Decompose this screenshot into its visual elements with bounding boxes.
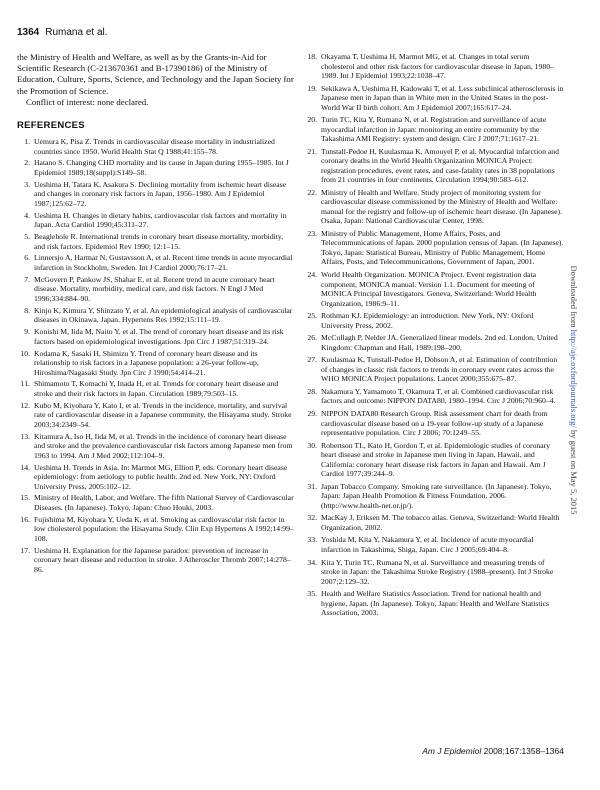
reference-text: Kuulasmaa K, Tunstall-Pedoe H, Dobson A, et al. Estimation of contribution of changes in classic risk factors to trends in coronary event rates across the WHO MONICA Project populations. Lancet 2000;355:675–87. bbox=[321, 355, 558, 384]
left-column bbox=[17, 52, 295, 577]
reference-text: Robertson TL, Kato H, Gordon T, et al. Epidemiologic studies of coronary heart disease and stroke in Japanese men living in Japan, Hawaii, and California: coronary heart disease risk factors in Japan and Hawaii. Am J Cardiol 1977;39:244–9. bbox=[321, 440, 551, 479]
reference-text: Uemura K, Pisa Z. Trends in cardiovascular disease mortality in industrialized countries since 1950. World Health Stat Q 1988;41:155–78. bbox=[34, 137, 275, 156]
reference-number: 22. bbox=[307, 187, 317, 197]
reference-number: 32. bbox=[307, 513, 317, 523]
reference-item bbox=[17, 158, 295, 177]
reference-number: 15. bbox=[20, 493, 30, 503]
reference-item bbox=[17, 493, 295, 512]
acknowledgment-text: the Ministry of Health and Welfare, as well as by the Grants-in-Aid for Scientific Research (C-213670361 and B-17390186) of the Ministry of Education, Culture, Sports, Science, and Technology and the Japan Society for the Promotion of Science. bbox=[17, 52, 294, 96]
reference-text: Turin TC, Kita Y, Rumana N, et al. Registration and surveillance of acute myocardial infarction in Japan: monitoring an entire community by the Takashima AMI Registry: system and design. Circ J 2007;71:1617–21. bbox=[321, 115, 547, 144]
reference-item bbox=[304, 589, 564, 618]
reference-text: Ministry of Public Management, Home Affairs, Posts, and Telecommunications of Japan. 2000 population census of Japan. (In Japanese). Tokyo, Japan: Statistical Bureau, Ministry of Public Management, Home Affairs, Posts, and Telecommunications, Government of Japan, 2001. bbox=[321, 228, 564, 267]
running-authors: Rumana et al. bbox=[45, 27, 108, 38]
reference-item bbox=[304, 311, 564, 330]
reference-item bbox=[304, 355, 564, 384]
watermark-suffix: by guest on May 5, 2015 bbox=[569, 427, 579, 515]
reference-number: 7. bbox=[24, 274, 30, 284]
watermark-link[interactable]: http://aje.oxfordjournals.org/ bbox=[569, 329, 579, 428]
reference-text: Hatano S. Changing CHD mortality and its cause in Japan during 1955–1985. Int J Epidemiol 1989;18(suppl):S149–58. bbox=[34, 158, 289, 177]
reference-number: 27. bbox=[307, 355, 317, 365]
reference-number: 26. bbox=[307, 333, 317, 343]
reference-item bbox=[304, 535, 564, 554]
reference-text: Konishi M, Iida M, Naito Y, et al. The trend of coronary heart disease and its risk factors based on epidemiological investigations. Jpn Circ J 1987;51:319–24. bbox=[34, 327, 284, 346]
reference-item bbox=[17, 327, 295, 346]
watermark-prefix: Downloaded from bbox=[569, 265, 579, 330]
reference-text: Yoshida M, Kita Y, Nakamura Y, et al. Incidence of acute myocardial infarction in Takashima, Shiga, Japan. Circ J 2005;69:404–8. bbox=[321, 535, 534, 554]
reference-number: 12. bbox=[20, 400, 30, 410]
reference-number: 29. bbox=[307, 409, 317, 419]
reference-number: 31. bbox=[307, 481, 317, 491]
reference-number: 6. bbox=[24, 253, 30, 263]
reference-text: Rothman KJ. Epidemiology: an introduction. New York, NY: Oxford University Press, 2002. bbox=[321, 311, 534, 330]
reference-item bbox=[304, 409, 564, 438]
reference-number: 34. bbox=[307, 557, 317, 567]
reference-text: Linnersjo A, Harmar N, Gustavsson A, et al. Recent time trends in acute myocardial infarction in Stockholm, Sweden. Int J Cardiol 2000;76:17–21. bbox=[34, 253, 293, 272]
journal-footer bbox=[422, 746, 564, 756]
journal-name: Am J Epidemiol bbox=[422, 746, 482, 756]
reference-item bbox=[17, 275, 295, 304]
reference-item bbox=[304, 84, 564, 113]
reference-item bbox=[304, 147, 564, 185]
reference-text: Ministry of Health and Welfare. Study project of monitoring system for cardiovascular disease commissioned by the Ministry of Health and Welfare: manual for the registry and follow-up of ischemic heart disease. (In Japanese). Osaka, Japan: National Cardiovascular Center, 1998. bbox=[321, 187, 563, 226]
reference-item bbox=[304, 513, 564, 532]
reference-item bbox=[17, 349, 295, 378]
reference-number: 5. bbox=[24, 232, 30, 242]
reference-number: 16. bbox=[20, 514, 30, 524]
reference-number: 13. bbox=[20, 431, 30, 441]
reference-text: Beaglehole R. International trends in coronary heart disease mortality, morbidity, and risk factors. Epidemiol Rev 1990; 12:1–15. bbox=[34, 232, 284, 251]
journal-citation: 2008;167:1358–1364 bbox=[483, 746, 564, 756]
reference-item bbox=[17, 211, 295, 230]
reference-item bbox=[304, 441, 564, 479]
reference-number: 33. bbox=[307, 535, 317, 545]
reference-number: 21. bbox=[307, 146, 317, 156]
reference-text: Ueshima H. Explanation for the Japanese paradox: prevention of increase in coronary heart disease and reduction in stroke. J Atheroscler Thromb 2007;14:278–86. bbox=[34, 545, 291, 574]
reference-text: Sekikawa A, Ueshima H, Kadowaki T, et al. Less subclinical atherosclerosis in Japanese men in Japan than in White men in the United States in the post-World War II birth cohort. Am J Epidemiol 2007;165:617–24. bbox=[321, 83, 564, 112]
reference-number: 10. bbox=[20, 348, 30, 358]
reference-text: Nakamura Y, Yamamoto T, Okamura T, et al. Combined cardiovascular risk factors and outcome: NIPPON DATA80, 1980–1994. Circ J 2006;70:960–4. bbox=[321, 386, 556, 406]
reference-item bbox=[17, 180, 295, 209]
reference-item bbox=[17, 463, 295, 492]
reference-text: Fujishima M, Kiyohara Y, Ueda K, et al. Smoking as cardiovascular risk factor in low cholesterol population: the Hisayama Study. Clin Exp Hypertens A 1992;14:99–108. bbox=[34, 514, 294, 543]
reference-number: 19. bbox=[307, 83, 317, 93]
reference-item bbox=[304, 482, 564, 511]
reference-item bbox=[17, 379, 295, 398]
reference-text: Kitamura A, Iso H, Iida M, et al. Trends in the incidence of coronary heart disease and stroke and the prevalence cardiovascular risk factors among Japanese men from 1963 to 1994. Am J Med 2002;112:104–9. bbox=[34, 431, 293, 460]
reference-text: Kubo M, Kiyohara Y, Kato I, et al. Trends in the incidence, mortality, and survival rate of cardiovascular disease in a Japanese community, the Hisayama study. Stroke 2003;34:2349–54. bbox=[34, 400, 292, 429]
reference-number: 17. bbox=[20, 545, 30, 555]
reference-text: MacKay J, Eriksen M. The tobacco atlas. Geneva, Switzerland: World Health Organization, 2002. bbox=[321, 513, 560, 532]
reference-number: 14. bbox=[20, 462, 30, 472]
reference-number: 28. bbox=[307, 386, 317, 396]
reference-text: Shimamoto T, Komachi Y, Inada H, et al. Trends for coronary heart disease and stroke and their risk factors in Japan. Circulation 1989;79:503–15. bbox=[34, 379, 279, 398]
reference-text: Ministry of Health, Labor, and Welfare. The fifth National Survey of Cardiovascular Diseases. (In Japanese). Tokyo, Japan: Chuo Houki, 2003. bbox=[34, 493, 294, 512]
reference-text: NIPPON DATA80 Research Group. Risk assessment chart for death from cardiovascular disease based on a 19-year follow-up study of a Japanese representative population. Circ J 2006; 70:1249–55. bbox=[321, 409, 548, 438]
reference-item bbox=[17, 515, 295, 544]
page-number: 1364 bbox=[17, 27, 40, 38]
reference-number: 18. bbox=[307, 52, 317, 61]
running-header bbox=[17, 27, 108, 38]
reference-text: World Health Organization. MONICA Project. Event registration data component, MONICA manual. Version 1.1. Document for meeting of MONICA Principal Investigators. Geneva, Switzerland: World Health Organization, 1986:9–11. bbox=[321, 270, 537, 308]
reference-item bbox=[304, 558, 564, 587]
reference-item bbox=[17, 546, 295, 575]
reference-text: Health and Welfare Statistics Association. Trend for national health and hygiene, Japan. (In Japanese). Tokyo, Japan: Health and Welfare Statistics Association, 2003. bbox=[321, 589, 550, 618]
reference-list-left bbox=[17, 137, 295, 574]
reference-number: 25. bbox=[307, 311, 317, 321]
reference-number: 2. bbox=[24, 158, 30, 168]
reference-number: 35. bbox=[307, 589, 317, 599]
reference-number: 4. bbox=[24, 210, 30, 220]
conflict-statement: Conflict of interest: none declared. bbox=[26, 96, 149, 107]
reference-item bbox=[304, 229, 564, 267]
reference-number: 30. bbox=[307, 440, 317, 450]
reference-text: Ueshima H. Trends in Asia. In: Marmot MG, Elliott P, eds. Coronary heart disease epidemiology: from aetiology to public health. 2nd ed. New York, NY: Oxford University Press, 2005:102–12. bbox=[34, 462, 288, 491]
reference-item bbox=[17, 137, 295, 156]
reference-text: Ueshima H. Changes in dietary habits, cardiovascular risk factors and mortality in Japan. Acta Cardiol 1990;45:311–27. bbox=[34, 210, 287, 230]
reference-text: McGovern P, Pankow JS, Shahar E, et al. Recent trend in acute coronary heart disease. Mortality, morbidity, medical care, and risk factors. N Engl J Med 1996;334:884–90. bbox=[34, 274, 275, 303]
reference-item bbox=[304, 387, 564, 406]
reference-text: Kita Y, Turin TC, Rumana N, et al. Surveillance and measuring trends of stroke in Japan: the Takashima Stroke Registry (1988–present). Int J Stroke 2007;2:129–32. bbox=[321, 557, 554, 586]
reference-item bbox=[17, 253, 295, 272]
reference-item bbox=[17, 432, 295, 461]
reference-item bbox=[304, 333, 564, 352]
reference-number: 11. bbox=[20, 379, 30, 389]
reference-number: 24. bbox=[307, 270, 317, 280]
reference-item bbox=[304, 52, 564, 81]
reference-text: McCullagh P, Nelder JA. Generalized linear models. 2nd ed. London, United Kingdom: Chapman and Hall, 1989:198–200. bbox=[321, 333, 558, 352]
reference-number: 9. bbox=[24, 327, 30, 337]
reference-item bbox=[304, 115, 564, 144]
reference-number: 20. bbox=[307, 115, 317, 125]
reference-item bbox=[17, 232, 295, 251]
reference-item bbox=[304, 270, 564, 308]
reference-text: Tunstall-Pedoe H, Kuulasmaa K, Amouyel P, et al. Myocardial infarction and coronary deaths in the World Health Organization MONICA Project: registration procedures, event rates, and case-fatality rates in 38 populations from 21 countries in four continents. Circulation 1994;90:583–612. bbox=[321, 146, 559, 185]
right-column bbox=[304, 52, 564, 621]
reference-number: 3. bbox=[24, 179, 30, 189]
reference-text: Japan Tobacco Company. Smoking rate surveillance. (In Japanese). Tokyo, Japan: Japan Health Promotion & Fitness Foundation, 2006. (http://www.health-net.or.jp/). bbox=[321, 481, 552, 510]
reference-text: Kodama K, Sasaki H, Shimizu Y. Trend of coronary heart disease and its relationship to risk factors in a Japanese population: a 26-year follow-up, Hiroshima/Nagasaki Study. Jpn Circ J 1990;54:414–21. bbox=[34, 348, 259, 377]
download-watermark bbox=[569, 230, 579, 550]
references-heading: REFERENCES bbox=[17, 120, 85, 132]
reference-text: Okayama T, Ueshima H, Marmot MG, et al. Changes in total serum cholesterol and other risk factors for cardiovascular disease in Japan, 1980–1989. Int J Epidemiol 1993;22:1038–47. bbox=[321, 52, 554, 80]
reference-text: Ueshima H, Tatara K, Asakura S. Declining mortality from ischemic heart disease and changes in coronary risk factors in Japan, 1956–1980. Am J Epidemiol 1987;125:62–72. bbox=[34, 179, 287, 208]
reference-item bbox=[17, 306, 295, 325]
reference-item bbox=[304, 188, 564, 226]
reference-text: Kinjo K, Kimura Y, Shinzato Y, et al. An epidemiological analysis of cardiovascular diseases in Okinawa, Japan. Hypertens Res 1992;15:111–19. bbox=[34, 305, 293, 325]
reference-item bbox=[17, 401, 295, 430]
reference-number: 1. bbox=[24, 137, 30, 147]
reference-list-right bbox=[304, 52, 564, 618]
reference-number: 23. bbox=[307, 228, 317, 238]
reference-number: 8. bbox=[24, 305, 30, 315]
